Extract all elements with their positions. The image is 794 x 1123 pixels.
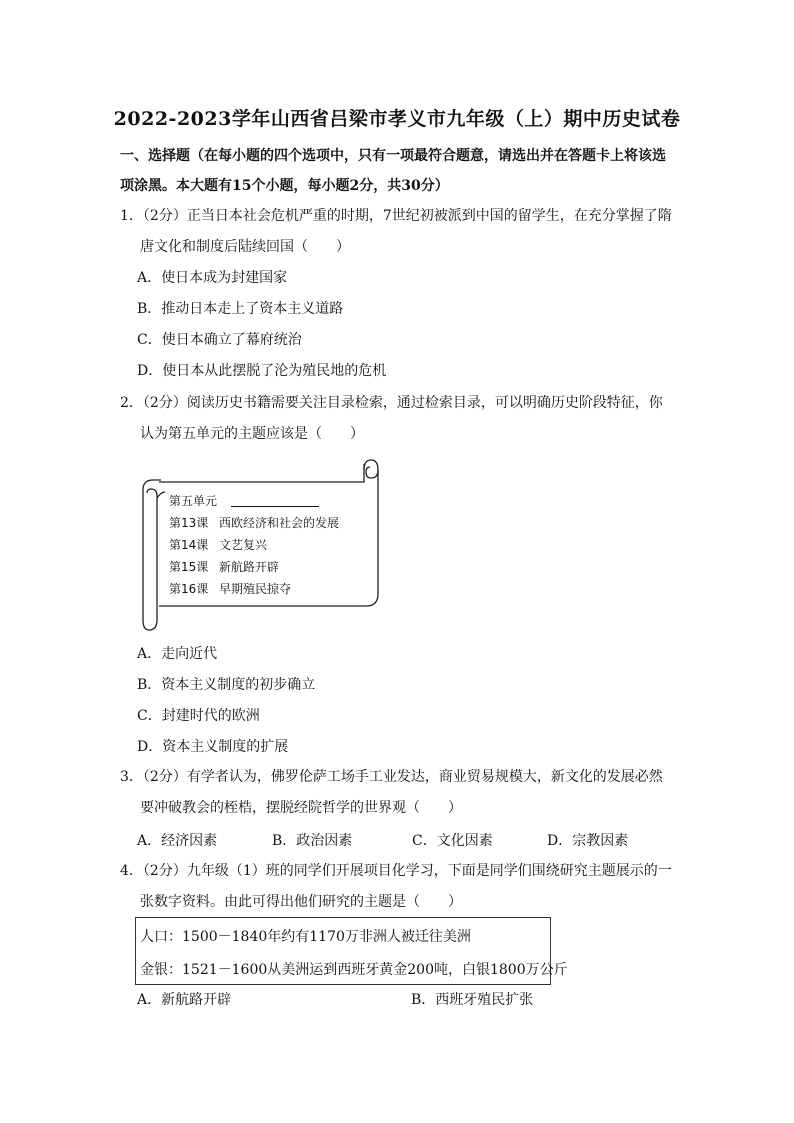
question-1-stem-line-1: 1．（2分）正当日本社会危机严重的时期，7世纪初被派到中国的留学生，在充分掌握了隋 <box>120 208 672 224</box>
lesson-name: 西欧经济和社会的发展 <box>219 516 340 530</box>
question-4-stem-line-1: 4．（2分）九年级（1）班的同学们开展项目化学习，下面是同学们围绕研究主题展示的一 <box>120 863 672 879</box>
question-3-option-a: A．经济因素 <box>137 833 218 849</box>
question-2-stem-line-2: 认为第五单元的主题应该是（ ） <box>140 426 364 442</box>
statistics-data-box <box>135 917 568 985</box>
lesson-number: 第16课 <box>169 582 209 596</box>
question-3-option-d: D．宗教因素 <box>547 833 629 849</box>
question-2-stem <box>120 388 680 450</box>
scroll-unit-title: 第五单元 <box>169 494 218 508</box>
question-3-option-b: B．政治因素 <box>272 833 353 849</box>
section-instructions <box>120 141 680 201</box>
question-4-stem <box>120 856 680 918</box>
scroll-lesson-row <box>169 578 291 600</box>
question-2-option-d: D．资本主义制度的扩展 <box>137 739 289 755</box>
question-1-option-c: C．使日本确立了幕府统治 <box>137 332 302 348</box>
question-1-option-d: D．使日本从此摆脱了沦为殖民地的危机 <box>137 363 387 379</box>
data-line-population: 人口：1500－1840年约有1170万非洲人被迁往美洲 <box>140 929 471 945</box>
question-2-option-a: A．走向近代 <box>137 646 218 662</box>
page-title: 2022-2023学年山西省吕梁市孝义市九年级（上）期中历史试卷 <box>113 108 681 130</box>
scroll-lesson-row <box>169 556 279 578</box>
unit-answer-blank <box>231 497 319 507</box>
scroll-lesson-row <box>169 534 267 556</box>
lesson-number: 第13课 <box>169 516 209 530</box>
question-3-stem <box>120 762 680 824</box>
question-1-option-a: A．使日本成为封建国家 <box>137 270 288 286</box>
section-line-1: 一、选择题（在每小题的四个选项中，只有一项最符合题意，请选出并在答题卡上将该选 <box>120 148 666 164</box>
question-1-stem <box>120 201 680 263</box>
scroll-lesson-row <box>169 512 339 534</box>
question-2-option-c: C．封建时代的欧洲 <box>137 708 260 724</box>
section-line-2: 项涂黑。本大题有15个小题，每小题2分，共30分） <box>120 178 449 194</box>
lesson-name: 新航路开辟 <box>219 560 280 574</box>
question-4-stem-line-2: 张数字资料。由此可得出他们研究的主题是（ ） <box>140 894 462 910</box>
question-3-stem-line-2: 要冲破教会的桎梏，摆脱经院哲学的世界观（ ） <box>140 800 462 816</box>
lesson-number: 第15课 <box>169 560 209 574</box>
question-3-option-c: C．文化因素 <box>412 833 493 849</box>
question-1-option-b: B．推动日本走上了资本主义道路 <box>137 301 344 317</box>
question-3-stem-line-1: 3．（2分）有学者认为，佛罗伦萨工场手工业发达，商业贸易规模大，新文化的发展必然 <box>120 769 663 785</box>
lesson-number: 第14课 <box>169 538 209 552</box>
question-2-option-b: B．资本主义制度的初步确立 <box>137 677 316 693</box>
lesson-name: 早期殖民掠夺 <box>219 582 292 596</box>
scroll-unit-line <box>169 490 319 512</box>
question-4-option-b: B．西班牙殖民扩张 <box>411 992 534 1008</box>
question-4-option-a: A．新航路开辟 <box>137 992 232 1008</box>
table-of-contents-scroll <box>135 456 385 631</box>
question-1-stem-line-2: 唐文化和制度后陆续回国（ ） <box>140 239 350 255</box>
question-2-stem-line-1: 2．（2分）阅读历史书籍需要关注目录检索，通过检索目录，可以明确历史阶段特征，你 <box>120 395 663 411</box>
data-line-gold-silver: 金银：1521－1600从美洲运到西班牙黄金200吨，白银1800万公斤 <box>140 962 568 978</box>
lesson-name: 文艺复兴 <box>219 538 268 552</box>
